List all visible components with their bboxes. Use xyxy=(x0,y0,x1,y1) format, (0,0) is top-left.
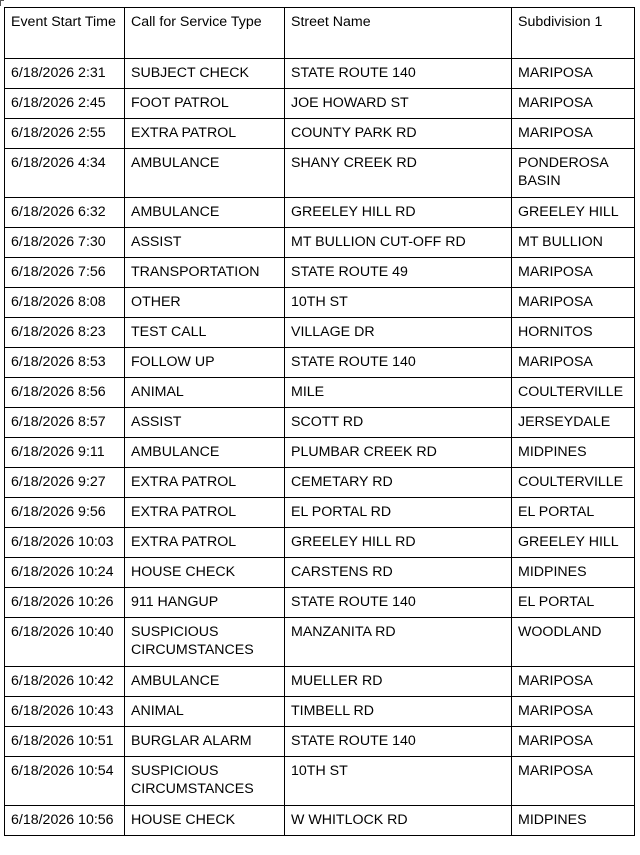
cell-event-start-time: 6/18/2026 6:32 xyxy=(5,198,125,228)
cell-subdivision: HORNITOS xyxy=(512,318,635,348)
table-row xyxy=(5,558,635,588)
cell-street-name: SHANY CREEK RD xyxy=(285,149,512,198)
cell-street-name: MT BULLION CUT-OFF RD xyxy=(285,228,512,258)
cell-event-start-time: 6/18/2026 10:26 xyxy=(5,588,125,618)
cell-call-type: SUSPICIOUS CIRCUMSTANCES xyxy=(125,618,285,667)
cell-street-name: STATE ROUTE 140 xyxy=(285,727,512,757)
cell-subdivision: COULTERVILLE xyxy=(512,468,635,498)
cell-street-name: EL PORTAL RD xyxy=(285,498,512,528)
cell-event-start-time: 6/18/2026 8:53 xyxy=(5,348,125,378)
cell-call-type: HOUSE CHECK xyxy=(125,806,285,836)
table-row xyxy=(5,468,635,498)
cell-street-name: SCOTT RD xyxy=(285,408,512,438)
table-row xyxy=(5,618,635,667)
cell-street-name: 10TH ST xyxy=(285,757,512,806)
cell-call-type: ANIMAL xyxy=(125,378,285,408)
cell-call-type: AMBULANCE xyxy=(125,198,285,228)
cell-call-type: EXTRA PATROL xyxy=(125,528,285,558)
cell-subdivision: WOODLAND xyxy=(512,618,635,667)
cell-call-type: FOLLOW UP xyxy=(125,348,285,378)
cell-call-type: SUSPICIOUS CIRCUMSTANCES xyxy=(125,757,285,806)
cell-subdivision: MIDPINES xyxy=(512,806,635,836)
table-row xyxy=(5,348,635,378)
table-row xyxy=(5,59,635,89)
calls-for-service-table xyxy=(4,7,635,836)
cell-event-start-time: 6/18/2026 10:43 xyxy=(5,697,125,727)
table-row xyxy=(5,408,635,438)
table-row xyxy=(5,119,635,149)
cell-event-start-time: 6/18/2026 10:24 xyxy=(5,558,125,588)
table-row xyxy=(5,806,635,836)
header-street-name: Street Name xyxy=(285,8,512,59)
cell-event-start-time: 6/18/2026 2:55 xyxy=(5,119,125,149)
table-row xyxy=(5,149,635,198)
cell-subdivision: MIDPINES xyxy=(512,558,635,588)
table-row xyxy=(5,667,635,697)
table-row xyxy=(5,727,635,757)
cell-event-start-time: 6/18/2026 7:56 xyxy=(5,258,125,288)
cell-subdivision: COULTERVILLE xyxy=(512,378,635,408)
cell-subdivision: MARIPOSA xyxy=(512,667,635,697)
table-row xyxy=(5,89,635,119)
cell-call-type: EXTRA PATROL xyxy=(125,468,285,498)
cell-call-type: ASSIST xyxy=(125,408,285,438)
cell-call-type: EXTRA PATROL xyxy=(125,119,285,149)
cell-event-start-time: 6/18/2026 10:42 xyxy=(5,667,125,697)
cell-event-start-time: 6/18/2026 8:56 xyxy=(5,378,125,408)
cell-street-name: 10TH ST xyxy=(285,288,512,318)
table-row xyxy=(5,528,635,558)
cell-street-name: STATE ROUTE 140 xyxy=(285,588,512,618)
cell-street-name: MILE xyxy=(285,378,512,408)
cell-subdivision: MARIPOSA xyxy=(512,348,635,378)
table-row xyxy=(5,288,635,318)
cell-call-type: FOOT PATROL xyxy=(125,89,285,119)
cell-subdivision: MARIPOSA xyxy=(512,258,635,288)
cell-event-start-time: 6/18/2026 8:57 xyxy=(5,408,125,438)
cell-event-start-time: 6/18/2026 10:51 xyxy=(5,727,125,757)
cell-event-start-time: 6/18/2026 4:34 xyxy=(5,149,125,198)
cell-event-start-time: 6/18/2026 8:23 xyxy=(5,318,125,348)
cell-street-name: VILLAGE DR xyxy=(285,318,512,348)
cell-event-start-time: 6/18/2026 7:30 xyxy=(5,228,125,258)
cell-street-name: TIMBELL RD xyxy=(285,697,512,727)
cell-subdivision: MT BULLION xyxy=(512,228,635,258)
cell-subdivision: EL PORTAL xyxy=(512,588,635,618)
cell-call-type: ANIMAL xyxy=(125,697,285,727)
cell-call-type: TEST CALL xyxy=(125,318,285,348)
cell-call-type: TRANSPORTATION xyxy=(125,258,285,288)
table-row xyxy=(5,258,635,288)
table-row xyxy=(5,228,635,258)
cell-subdivision: MARIPOSA xyxy=(512,119,635,149)
cell-call-type: EXTRA PATROL xyxy=(125,498,285,528)
cell-street-name: COUNTY PARK RD xyxy=(285,119,512,149)
table-row xyxy=(5,498,635,528)
cell-call-type: ASSIST xyxy=(125,228,285,258)
cell-subdivision: GREELEY HILL xyxy=(512,198,635,228)
cell-street-name: CARSTENS RD xyxy=(285,558,512,588)
header-call-for-service-type: Call for Service Type xyxy=(125,8,285,59)
cell-event-start-time: 6/18/2026 2:31 xyxy=(5,59,125,89)
cell-event-start-time: 6/18/2026 2:45 xyxy=(5,89,125,119)
cell-call-type: SUBJECT CHECK xyxy=(125,59,285,89)
cell-event-start-time: 6/18/2026 9:27 xyxy=(5,468,125,498)
table-row xyxy=(5,198,635,228)
cell-subdivision: MARIPOSA xyxy=(512,59,635,89)
cell-street-name: STATE ROUTE 140 xyxy=(285,348,512,378)
cell-event-start-time: 6/18/2026 9:56 xyxy=(5,498,125,528)
cell-street-name: CEMETARY RD xyxy=(285,468,512,498)
cell-street-name: GREELEY HILL RD xyxy=(285,528,512,558)
cell-subdivision: MARIPOSA xyxy=(512,757,635,806)
cell-event-start-time: 6/18/2026 8:08 xyxy=(5,288,125,318)
cell-subdivision: MARIPOSA xyxy=(512,288,635,318)
cell-street-name: PLUMBAR CREEK RD xyxy=(285,438,512,468)
cell-call-type: AMBULANCE xyxy=(125,667,285,697)
cell-subdivision: MARIPOSA xyxy=(512,727,635,757)
table-row xyxy=(5,757,635,806)
cell-event-start-time: 6/18/2026 10:56 xyxy=(5,806,125,836)
cell-street-name: MUELLER RD xyxy=(285,667,512,697)
cell-event-start-time: 6/18/2026 9:11 xyxy=(5,438,125,468)
cell-subdivision: MARIPOSA xyxy=(512,89,635,119)
cell-street-name: STATE ROUTE 140 xyxy=(285,59,512,89)
cell-call-type: AMBULANCE xyxy=(125,438,285,468)
cell-event-start-time: 6/18/2026 10:03 xyxy=(5,528,125,558)
table-row xyxy=(5,378,635,408)
cell-subdivision: EL PORTAL xyxy=(512,498,635,528)
cell-call-type: HOUSE CHECK xyxy=(125,558,285,588)
table-header xyxy=(5,8,635,59)
cell-call-type: BURGLAR ALARM xyxy=(125,727,285,757)
cell-subdivision: MARIPOSA xyxy=(512,697,635,727)
cell-subdivision: GREELEY HILL xyxy=(512,528,635,558)
corner-crop-mark xyxy=(0,0,4,6)
cell-subdivision: PONDEROSA BASIN xyxy=(512,149,635,198)
cell-street-name: MANZANITA RD xyxy=(285,618,512,667)
header-subdivision: Subdivision 1 xyxy=(512,8,635,59)
cell-street-name: JOE HOWARD ST xyxy=(285,89,512,119)
cell-street-name: STATE ROUTE 49 xyxy=(285,258,512,288)
table-row xyxy=(5,697,635,727)
cell-call-type: OTHER xyxy=(125,288,285,318)
cell-event-start-time: 6/18/2026 10:40 xyxy=(5,618,125,667)
table-row xyxy=(5,318,635,348)
cell-call-type: AMBULANCE xyxy=(125,149,285,198)
cell-subdivision: MIDPINES xyxy=(512,438,635,468)
cell-event-start-time: 6/18/2026 10:54 xyxy=(5,757,125,806)
table-row xyxy=(5,588,635,618)
table-body xyxy=(5,59,635,836)
table-row xyxy=(5,438,635,468)
cell-subdivision: JERSEYDALE xyxy=(512,408,635,438)
cell-call-type: 911 HANGUP xyxy=(125,588,285,618)
header-event-start-time: Event Start Time xyxy=(5,8,125,59)
cell-street-name: GREELEY HILL RD xyxy=(285,198,512,228)
cell-street-name: W WHITLOCK RD xyxy=(285,806,512,836)
